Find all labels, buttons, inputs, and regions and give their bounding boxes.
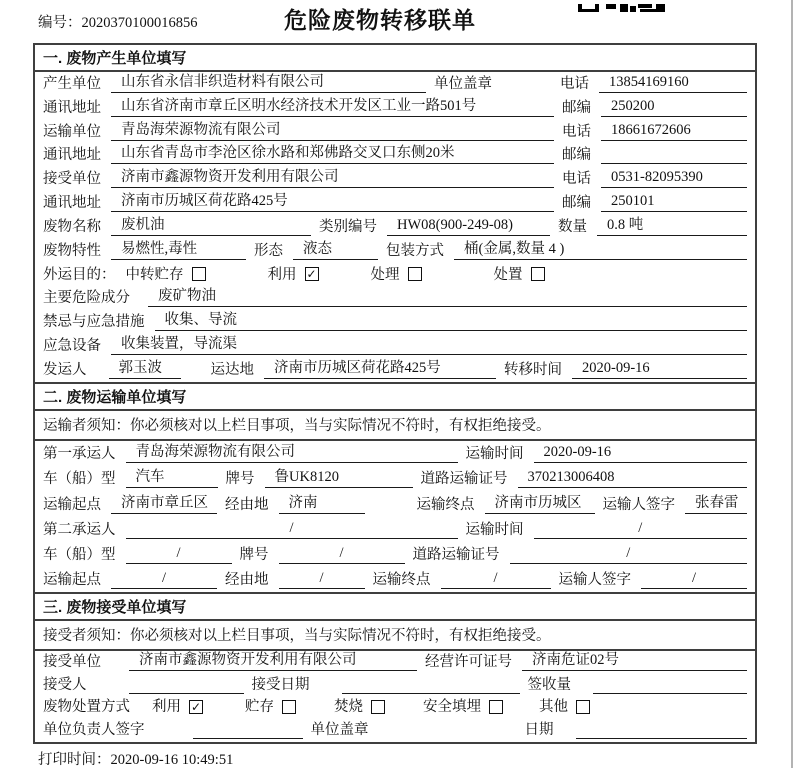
field-value: 废机油 (111, 213, 311, 236)
field-value: 0.8 吨 (597, 213, 747, 236)
field-label: 运输终点 (416, 496, 475, 513)
field-label: 牌号 (239, 546, 269, 563)
checkbox-label: 处理 (370, 266, 400, 283)
form-row (35, 441, 755, 466)
field-value: / (279, 545, 405, 564)
field-value (193, 737, 303, 739)
field-value (342, 692, 520, 694)
field-value: 250101 (601, 193, 747, 212)
field-label: 运达地 (210, 361, 254, 378)
field-value: 0531-82095390 (601, 169, 747, 188)
field-value: 2020-09-16 (534, 444, 748, 463)
form-row (35, 517, 755, 542)
field-value: 18661672606 (601, 122, 747, 141)
checkbox-label: 利用 (152, 699, 181, 716)
form-row (35, 263, 755, 287)
form-row (35, 167, 755, 191)
field-label: 道路运输证号 (412, 546, 500, 563)
field-label: 接受单位 (43, 653, 101, 670)
checkbox-checked-icon: ✓ (190, 699, 202, 714)
checkbox-icon (282, 700, 296, 714)
field-label: 外运目的： (43, 266, 116, 283)
field-value: HW08(900-249-08) (387, 217, 550, 236)
field-label: 包装方式 (386, 242, 444, 259)
static-text: 单位盖章 (434, 75, 492, 92)
field-value: 废矿物油 (148, 284, 747, 307)
field-label: 主要危险成分 (43, 290, 130, 307)
checkbox-label: 贮存 (245, 699, 274, 716)
section-1 (35, 45, 755, 382)
field-value: 青岛海荣源物流有限公司 (111, 118, 554, 141)
field-value: 2020-09-16 (572, 360, 747, 379)
field-label: 签收量 (527, 676, 571, 693)
form-row (35, 491, 755, 516)
field-value: 收集、导流 (155, 308, 748, 331)
field-label: 应急设备 (43, 338, 101, 355)
page-title: 危险废物转移联单 (284, 7, 476, 33)
form-row (35, 334, 755, 358)
field-label: 运输时间 (465, 446, 524, 463)
field-label: 发运人 (43, 361, 87, 378)
field-value: / (111, 570, 217, 589)
checkbox-checked-icon: ✓ (306, 267, 317, 282)
form-row (35, 466, 755, 491)
field-label: 通讯地址 (43, 195, 101, 212)
field-label: 接受人 (43, 676, 87, 693)
checkbox-icon (531, 267, 545, 281)
field-label: 邮编 (562, 99, 591, 116)
print-time-value: 2020-09-16 10:49:51 (110, 752, 234, 768)
field-label: 运输时间 (465, 521, 524, 538)
section-3 (35, 592, 755, 742)
field-value: 济南市历城区荷花路425号 (264, 356, 496, 379)
checkbox-option (268, 263, 319, 284)
field-label: 转移时间 (504, 361, 562, 378)
field-value: 桶(金属,数量 4 ) (454, 237, 747, 260)
form-row (35, 144, 755, 168)
checkbox-icon (371, 700, 385, 714)
field-label: 经由地 (225, 572, 269, 589)
field-value: 济南市鑫源物资开发利用有限公司 (111, 165, 554, 188)
form-table (33, 43, 757, 744)
field-label: 经由地 (225, 496, 269, 513)
form-row (35, 96, 755, 120)
field-value: 易燃性,毒性 (111, 237, 246, 260)
serial-value: 2020370100016856 (81, 15, 198, 31)
field-value: / (641, 570, 747, 589)
field-value: 山东省永信非织造材料有限公司 (111, 70, 426, 93)
field-label: 第二承运人 (43, 521, 116, 538)
form-row (35, 697, 755, 720)
form-row (35, 191, 755, 215)
section-header: 二. 废物运输单位填写 (35, 384, 755, 411)
print-time-label: 打印时间： (38, 752, 111, 768)
checkbox-label: 处置 (493, 266, 523, 283)
field-label: 运输起点 (43, 572, 101, 589)
form-row (35, 358, 755, 382)
section-2 (35, 382, 755, 592)
field-value: 济南市历城区荷花路425号 (111, 189, 554, 212)
checkbox-option (494, 263, 545, 284)
field-value: 汽车 (126, 465, 218, 488)
checkbox-label: 安全填埋 (423, 699, 481, 716)
field-label: 第一承运人 (43, 446, 116, 463)
field-value: 郭玉波 (109, 356, 181, 379)
checkbox-label: 利用 (267, 266, 297, 283)
checkbox-option (423, 695, 503, 716)
field-value: 山东省青岛市李沧区徐水路和郑佛路交叉口东侧20米 (111, 141, 554, 164)
field-label: 经营许可证号 (425, 653, 512, 670)
field-label: 邮编 (562, 147, 591, 164)
checkbox-label: 焚烧 (334, 699, 363, 716)
field-value: 山东省济南市章丘区明水经济技术开发区工业一路501号 (111, 94, 554, 117)
field-value: 13854169160 (599, 74, 747, 93)
field-label: 车（船）型 (43, 471, 116, 488)
field-label: 形态 (254, 242, 283, 259)
checkbox-option (152, 695, 203, 716)
page-edge-line (791, 0, 793, 768)
checkbox-option (126, 263, 206, 284)
field-value: 济南 (279, 491, 365, 514)
section-note: 运输者须知：你必须核对以上栏目事项，当与实际情况不符时，有权拒绝接受。 (35, 411, 755, 441)
checkbox-icon (576, 700, 590, 714)
field-value: / (534, 520, 748, 539)
field-label: 接受日期 (251, 676, 310, 693)
form-row (35, 287, 755, 311)
field-value (129, 692, 244, 694)
field-value: / (126, 545, 232, 564)
field-label: 车（船）型 (43, 546, 116, 563)
field-value: 济南危证02号 (522, 648, 747, 671)
field-label: 道路运输证号 (420, 471, 508, 488)
form-row (35, 651, 755, 674)
serial-label: 编号： (38, 15, 82, 31)
field-label: 单位负责人签字 (43, 722, 145, 738)
field-label: 邮编 (562, 195, 591, 212)
field-value: 济南市章丘区 (111, 491, 217, 514)
checkbox-icon (408, 267, 422, 281)
qr-code-fragment-icon (578, 0, 670, 9)
field-label: 运输单位 (43, 123, 101, 140)
checkbox-label: 其他 (539, 699, 568, 716)
field-value: / (441, 570, 551, 589)
form-row (35, 72, 755, 96)
form-row (35, 215, 755, 239)
field-label: 电话 (562, 123, 591, 140)
field-value: / (126, 520, 458, 539)
field-label: 废物名称 (43, 218, 101, 235)
field-label: 通讯地址 (43, 147, 101, 164)
checkbox-label: 中转贮存 (125, 266, 184, 283)
field-value: 收集装置，导流渠 (111, 332, 747, 355)
field-value: 鲁UK8120 (265, 465, 413, 488)
field-value: 济南市历城区 (485, 491, 595, 514)
field-value (593, 692, 747, 694)
field-label: 通讯地址 (43, 99, 101, 116)
checkbox-option (245, 695, 296, 716)
form-row (35, 310, 755, 334)
form-row (35, 719, 755, 742)
form-row (35, 567, 755, 592)
print-time-line (38, 748, 233, 768)
checkbox-option (371, 263, 422, 284)
field-label: 接受单位 (43, 171, 101, 188)
field-value: 250200 (601, 98, 747, 117)
field-label: 日期 (524, 722, 554, 738)
field-label: 运输起点 (43, 496, 101, 513)
field-value: / (510, 545, 748, 564)
form-row (35, 120, 755, 144)
field-label: 运输人签字 (558, 572, 631, 589)
field-value: 370213006408 (518, 469, 748, 488)
field-label: 废物特性 (43, 242, 101, 259)
checkbox-icon (192, 267, 206, 281)
field-label: 运输终点 (372, 572, 431, 589)
field-value: 液态 (293, 237, 378, 260)
section-header: 一. 废物产生单位填写 (35, 45, 755, 72)
field-label: 电话 (562, 171, 591, 188)
section-header: 三. 废物接受单位填写 (35, 594, 755, 621)
field-label: 类别编号 (319, 218, 377, 235)
field-label: 废物处置方式 (43, 699, 130, 716)
field-label: 运输人签字 (602, 496, 675, 513)
field-value: / (279, 570, 365, 589)
field-label: 禁忌与应急措施 (43, 314, 145, 331)
section-note: 接受者须知：你必须核对以上栏目事项，当与实际情况不符时，有权拒绝接受。 (35, 621, 755, 651)
field-label: 数量 (558, 218, 587, 235)
field-value: 张春雷 (685, 491, 747, 514)
field-label: 牌号 (225, 471, 255, 488)
checkbox-option (334, 695, 385, 716)
form-row (35, 239, 755, 263)
field-label: 电话 (560, 75, 589, 92)
checkbox-icon (489, 700, 503, 714)
form-row (35, 674, 755, 697)
field-value (601, 162, 747, 164)
form-row (35, 542, 755, 567)
field-value: 青岛海荣源物流有限公司 (126, 440, 458, 463)
field-label: 产生单位 (43, 75, 101, 92)
checkbox-option (539, 695, 590, 716)
field-label: 单位盖章 (310, 722, 369, 738)
field-value (576, 737, 748, 739)
field-value: 济南市鑫源物资开发利用有限公司 (129, 648, 417, 671)
document-header (0, 0, 796, 40)
